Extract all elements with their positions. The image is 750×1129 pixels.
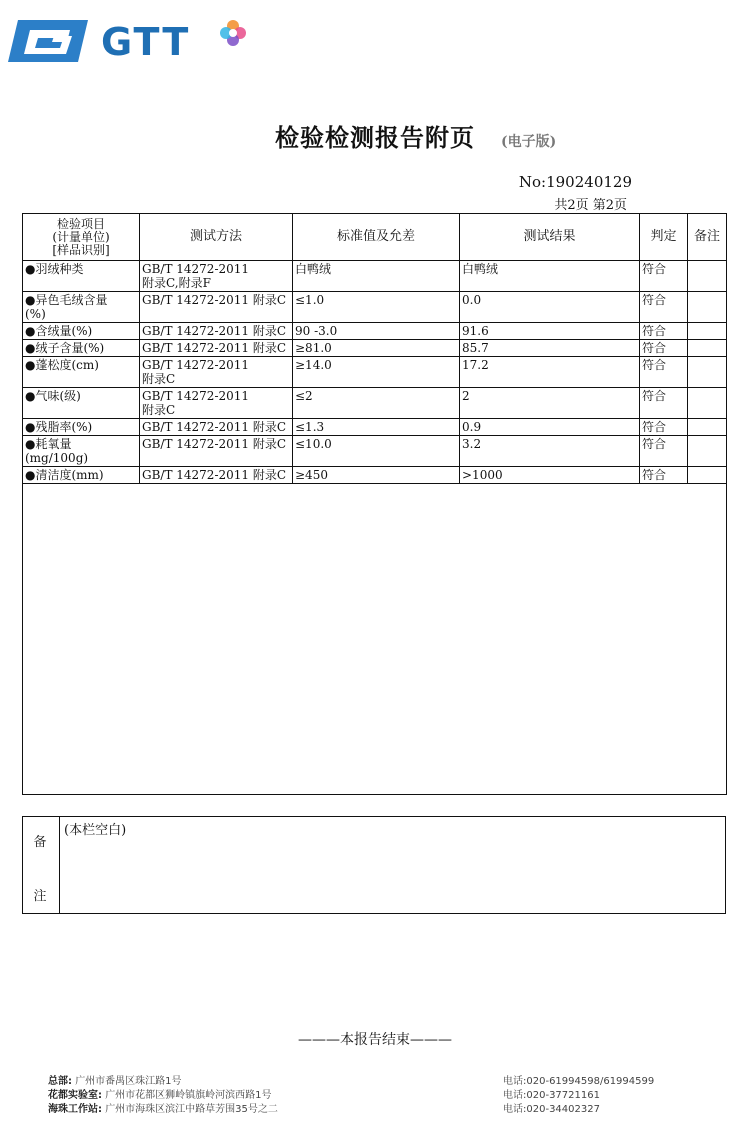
cell-item: ●含绒量(%) bbox=[23, 323, 140, 340]
cell-method: GB/T 14272-2011 附录C bbox=[140, 292, 293, 323]
cell-standard: ≥450 bbox=[293, 467, 460, 484]
footer-line bbox=[48, 1089, 278, 1103]
cell-judgement: 符合 bbox=[640, 419, 688, 436]
cell-result: 0.0 bbox=[460, 292, 640, 323]
footer-phone: 电话:020-37721161 bbox=[503, 1090, 600, 1101]
cell-judgement: 符合 bbox=[640, 357, 688, 388]
cell-result: 17.2 bbox=[460, 357, 640, 388]
inspection-table bbox=[22, 213, 727, 795]
cell-remark bbox=[688, 261, 727, 292]
column-header-judgement: 判定 bbox=[640, 214, 688, 261]
cell-item: ●耗氧量 (mg/100g) bbox=[23, 436, 140, 467]
footer-phones bbox=[503, 1075, 654, 1117]
table-row bbox=[23, 357, 727, 388]
cell-remark bbox=[688, 419, 727, 436]
cell-result: 91.6 bbox=[460, 323, 640, 340]
cell-method: GB/T 14272-2011 附录C bbox=[140, 388, 293, 419]
column-header-item-line1: 检验项目 bbox=[56, 216, 105, 231]
cell-item: ●羽绒种类 bbox=[23, 261, 140, 292]
table-row bbox=[23, 436, 727, 467]
remarks-box bbox=[22, 816, 726, 914]
cell-item: ●气味(级) bbox=[23, 388, 140, 419]
flower-icon bbox=[218, 18, 248, 48]
cell-judgement: 符合 bbox=[640, 340, 688, 357]
column-header-item-line3: [样品识别] bbox=[52, 242, 110, 257]
column-header-item bbox=[23, 214, 140, 261]
column-header-item-line2: (计量单位) bbox=[52, 229, 110, 244]
report-end-text: ———本报告结束——— bbox=[298, 1032, 452, 1048]
footer-address: 广州市花都区狮岭镇旗岭河滨西路1号 bbox=[105, 1090, 272, 1101]
cell-standard: ≤10.0 bbox=[293, 436, 460, 467]
gtt-logo bbox=[8, 18, 258, 64]
cell-standard: 白鸭绒 bbox=[293, 261, 460, 292]
table-row bbox=[23, 467, 727, 484]
remarks-label-bottom: 注 bbox=[33, 889, 47, 904]
edition-label: (电子版) bbox=[501, 134, 557, 150]
cell-item: ●绒子含量(%) bbox=[23, 340, 140, 357]
report-number: No:190240129 bbox=[518, 173, 632, 191]
footer-label: 花都实验室: bbox=[48, 1090, 102, 1101]
cell-standard: ≥81.0 bbox=[293, 340, 460, 357]
remarks-text: (本栏空白) bbox=[60, 817, 726, 914]
table-row bbox=[23, 292, 727, 323]
cell-result: 3.2 bbox=[460, 436, 640, 467]
footer-line bbox=[48, 1075, 278, 1089]
gtt-logo-mark-icon bbox=[8, 18, 98, 64]
cell-remark bbox=[688, 388, 727, 419]
footer-label: 海珠工作站: bbox=[48, 1104, 102, 1115]
cell-item: ●异色毛绒含量 (%) bbox=[23, 292, 140, 323]
cell-standard: ≥14.0 bbox=[293, 357, 460, 388]
logo-text: GTT bbox=[101, 20, 191, 64]
cell-method: GB/T 14272-2011 附录C bbox=[140, 323, 293, 340]
cell-method: GB/T 14272-2011 附录C bbox=[140, 340, 293, 357]
cell-remark bbox=[688, 467, 727, 484]
table-row bbox=[23, 261, 727, 292]
page-count: 共2页 第2页 bbox=[554, 198, 627, 213]
footer-address: 广州市海珠区滨江中路草芳围35号之二 bbox=[105, 1104, 278, 1115]
page-title: 检验检测报告附页 bbox=[275, 123, 475, 152]
footer-address: 广州市番禺区珠江路1号 bbox=[75, 1076, 182, 1087]
table-row bbox=[23, 388, 727, 419]
cell-result: 85.7 bbox=[460, 340, 640, 357]
cell-remark bbox=[688, 292, 727, 323]
cell-result: 白鸭绒 bbox=[460, 261, 640, 292]
cell-remark bbox=[688, 323, 727, 340]
column-header-method: 测试方法 bbox=[140, 214, 293, 261]
cell-result: 2 bbox=[460, 388, 640, 419]
cell-method: GB/T 14272-2011 附录C,附录F bbox=[140, 261, 293, 292]
cell-judgement: 符合 bbox=[640, 261, 688, 292]
table-row bbox=[23, 419, 727, 436]
cell-judgement: 符合 bbox=[640, 388, 688, 419]
table-body bbox=[23, 261, 727, 795]
cell-standard: 90 -3.0 bbox=[293, 323, 460, 340]
cell-standard: ≤2 bbox=[293, 388, 460, 419]
cell-remark bbox=[688, 340, 727, 357]
column-header-remark: 备注 bbox=[688, 214, 727, 261]
footer-line bbox=[48, 1103, 278, 1117]
remarks-label-top: 备 bbox=[33, 835, 47, 850]
blank-cell bbox=[23, 484, 727, 795]
cell-judgement: 符合 bbox=[640, 467, 688, 484]
cell-standard: ≤1.0 bbox=[293, 292, 460, 323]
blank-row bbox=[23, 484, 727, 795]
cell-item: ●残脂率(%) bbox=[23, 419, 140, 436]
table-row bbox=[23, 323, 727, 340]
cell-method: GB/T 14272-2011 附录C bbox=[140, 436, 293, 467]
remarks-label bbox=[23, 817, 60, 914]
cell-result: >1000 bbox=[460, 467, 640, 484]
cell-remark bbox=[688, 436, 727, 467]
cell-judgement: 符合 bbox=[640, 436, 688, 467]
footer-phone: 电话:020-61994598/61994599 bbox=[503, 1076, 655, 1087]
footer-label: 总部: bbox=[48, 1076, 72, 1087]
cell-standard: ≤1.3 bbox=[293, 419, 460, 436]
cell-result: 0.9 bbox=[460, 419, 640, 436]
column-header-result: 测试结果 bbox=[460, 214, 640, 261]
cell-method: GB/T 14272-2011 附录C bbox=[140, 357, 293, 388]
cell-method: GB/T 14272-2011 附录C bbox=[140, 419, 293, 436]
cell-item: ●清洁度(mm) bbox=[23, 467, 140, 484]
cell-method: GB/T 14272-2011 附录C bbox=[140, 467, 293, 484]
cell-item: ●蓬松度(cm) bbox=[23, 357, 140, 388]
cell-judgement: 符合 bbox=[640, 323, 688, 340]
table-header-row bbox=[23, 214, 727, 261]
cell-judgement: 符合 bbox=[640, 292, 688, 323]
footer-addresses bbox=[48, 1075, 278, 1117]
cell-remark bbox=[688, 357, 727, 388]
footer-phone: 电话:020-34402327 bbox=[503, 1104, 600, 1115]
table-row bbox=[23, 340, 727, 357]
column-header-standard: 标准值及允差 bbox=[293, 214, 460, 261]
